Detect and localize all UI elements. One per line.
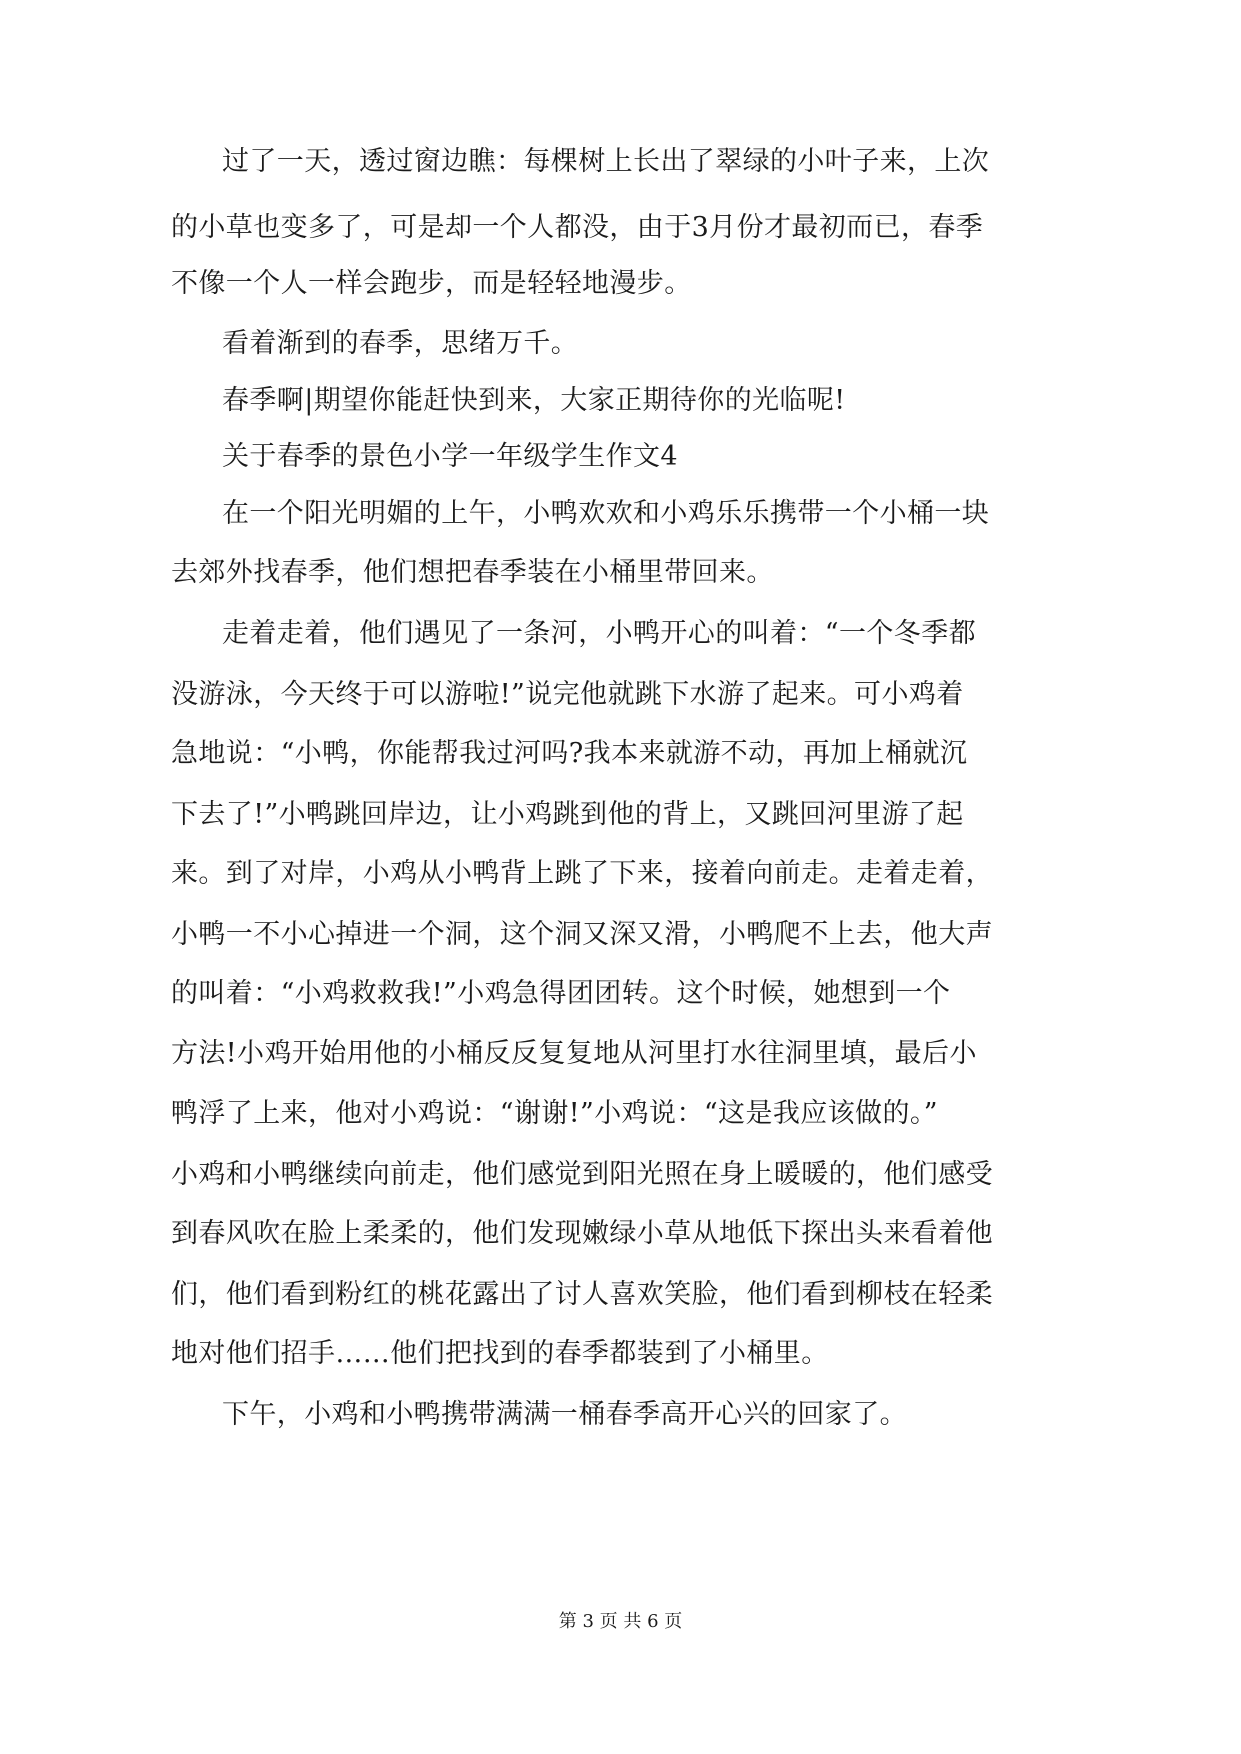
text-line: 下去了!”小鸭跳回岸边，让小鸡跳到他的背上，又跳回河里游了起 [171,799,964,830]
text-line: 们，他们看到粉红的桃花露出了讨人喜欢笑脸，他们看到柳枝在轻柔 [171,1279,993,1310]
text-line: 春季啊|期望你能赶快到来，大家正期待你的光临呢! [222,385,846,416]
text-line: 来。到了对岸，小鸡从小鸭背上跳了下来，接着向前走。走着走着， [171,858,993,889]
text-line: 急地说：“小鸭，你能帮我过河吗?我本来就游不动，再加上桶就沉 [171,738,968,769]
text-line: 过了一天，透过窗边瞧：每棵树上长出了翠绿的小叶子来，上次 [222,146,990,177]
page-footer: 第 3 页 共 6 页 [558,1611,683,1632]
text-line: 地对他们招手……他们把找到的春季都装到了小桶里。 [171,1338,829,1369]
text-line: 走着走着，他们遇见了一条河，小鸭开心的叫着：“一个冬季都 [222,618,977,649]
text-line: 去郊外找春季，他们想把春季装在小桶里带回来。 [171,557,774,588]
text-line: 在一个阳光明媚的上午，小鸭欢欢和小鸡乐乐携带一个小桶一块 [222,498,990,529]
section-heading: 关于春季的景色小学一年级学生作文4 [222,441,678,472]
text-line: 小鸡和小鸭继续向前走，他们感觉到阳光照在身上暖暖的，他们感受 [171,1159,993,1190]
text-line: 方法!小鸡开始用他的小桶反反复复地从河里打水往洞里填，最后小 [171,1038,977,1069]
text-line: 到春风吹在脸上柔柔的，他们发现嫩绿小草从地低下探出头来看着他 [171,1218,993,1249]
text-line: 的叫着：“小鸡救救我!”小鸡急得团团转。这个时候，她想到一个 [171,978,951,1009]
text-line: 没游泳，今天终于可以游啦!”说完他就跳下水游了起来。可小鸡着 [171,679,964,710]
text-line: 的小草也变多了，可是却一个人都没，由于3月份才最初而已，春季 [171,212,984,243]
text-line: 鸭浮了上来，他对小鸡说：“谢谢!”小鸡说：“这是我应该做的。” [171,1098,938,1129]
text-line: 不像一个人一样会跑步，而是轻轻地漫步。 [171,268,692,299]
text-line: 下午，小鸡和小鸭携带满满一桶春季高开心兴的回家了。 [222,1399,907,1430]
text-line: 看着渐到的春季，思绪万千。 [222,328,579,359]
text-line: 小鸭一不小心掉进一个洞，这个洞又深又滑，小鸭爬不上去，他大声 [171,919,993,950]
